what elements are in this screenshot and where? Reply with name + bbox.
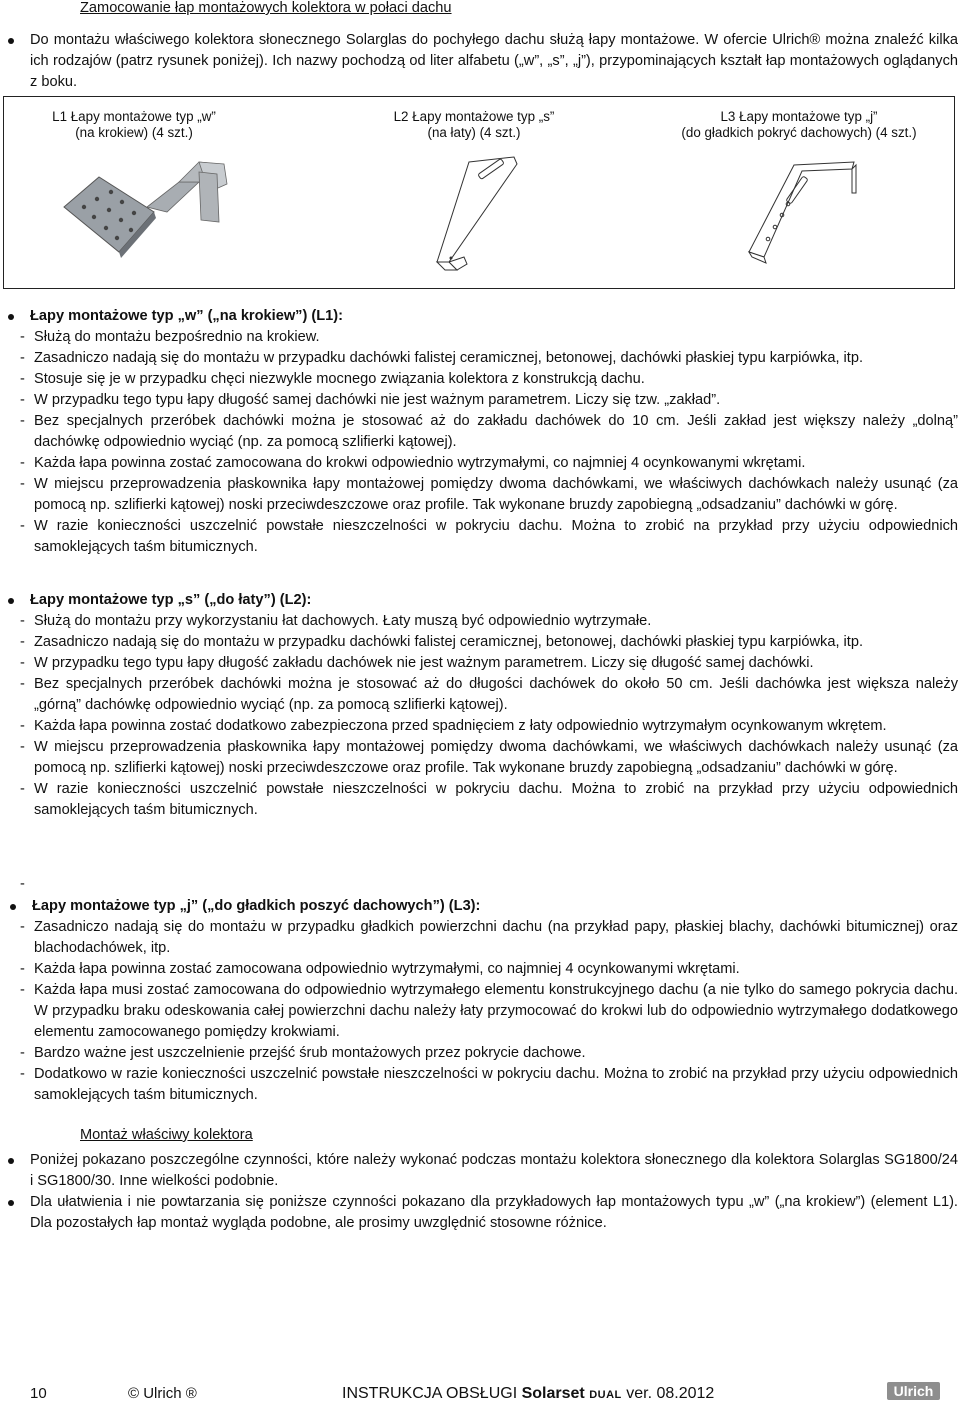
list-item: - Bez specjalnych przeróbek dachówki można je stosować aż do zakładu dachówek do 10 cm. Jeśli zakład jest większy należy „dolną” dachówkę odpowiednio wyciąć (np. za pomocą szlifierki kątowej). xyxy=(20,411,958,453)
caption-line: (do gładkich pokryć dachowych) (4 szt.) xyxy=(681,125,917,140)
hook-j-illustration xyxy=(744,157,874,267)
list-item: - Dodatkowo w razie konieczności uszczelnić powstałe nieszczelności w pokryciu dachu. Można to zrobić na przykład przy użyciu odpowiednich samoklejących taśm bitumicznych. xyxy=(20,1064,958,1106)
list-item: - Służą do montażu przy wykorzystaniu łat dachowych. Łaty muszą być odpowiednio wytrzymałe. xyxy=(20,611,958,632)
intro-paragraph: Do montażu właściwego kolektora słonecznego Solarglas do pochyłego dachu służą łapy montażowe. W ofercie Ulrich® można znaleźć kilka ich rodzajów (patrz rysunek poniżej). Ich nazwy pochodzą od liter alfabetu („w”, „s”, „j”), przypominających kształt łap montażowych oglądanych z boku. xyxy=(30,30,958,93)
list-item: - W przypadku tego typu łapy długość samej dachówki nie jest ważnym parametrem. Liczy się tzw. „zakład”. xyxy=(20,390,958,411)
section-heading-l1: Łapy montażowe typ „w” („na krokiew”) (L1): xyxy=(30,306,958,327)
section2-paragraph: Dla ułatwienia i nie powtarzania się poniższe czynności pokazano dla przykładowych łap montażowych typu „w” („na krokiew”) (element L1). Dla pozostałych łap montaż wygląda podobne, ale prosimy uwzględnić stosowne różnice. xyxy=(30,1192,958,1234)
list-item: - Każda łapa musi zostać zamocowana do odpowiednio wytrzymałego elementu konstrukcyjnego dachu (a nie tylko do samego pokrycia dachu. W przypadku braku odeskowania całej powierzchni dachu należy łaty przymocować do krokwi lub do odpowiednio wytrzymałego dodatkowego elementu zamocowanego pomiędzy krokwiami. xyxy=(20,980,958,1043)
list-item: - Każda łapa powinna zostać zamocowana do krokwi odpowiednio wytrzymałymi, co najmniej 4 ocynkowanymi wkrętami. xyxy=(20,453,958,474)
figure-box xyxy=(3,96,955,289)
hook-w-illustration xyxy=(59,152,259,267)
section-heading-l2: Łapy montażowe typ „s” („do łaty”) (L2): xyxy=(30,590,958,611)
list-l2 xyxy=(20,611,958,821)
product-name: Solarset xyxy=(521,1385,585,1402)
list-item: - W miejscu przeprowadzenia płaskownika łapy montażowej pomiędzy dwoma dachówkami, we właściwych dachówkach należy usunąć (za pomocą np. szlifierki kątowej) noski przeciwdeszczowe oraz profile. Tak wykonane bruzdy zapobiegną „odsadzaniu” dachówki w górę. xyxy=(20,737,958,779)
caption-line: L1 Łapy montażowe typ „w” xyxy=(52,109,216,124)
page-number: 10 xyxy=(30,1385,47,1402)
list-item: - Zasadniczo nadają się do montażu w przypadku gładkich powierzchni dachu (na przykład papy, płaskiej blachy, dachówki bitumicznej) oraz blachodachówek, itp. xyxy=(20,917,958,959)
list-item: - Zasadniczo nadają się do montażu w przypadku dachówki falistej ceramicznej, betonowej, dachówki płaskiej typu karpiówka, itp. xyxy=(20,632,958,653)
ulrich-logo: Ulrich xyxy=(887,1382,940,1400)
product-suffix: DUAL xyxy=(589,1389,622,1401)
list-item: - Zasadniczo nadają się do montażu w przypadku dachówki falistej ceramicznej, betonowej, dachówki płaskiej typu karpiówka, itp. xyxy=(20,348,958,369)
list-l3 xyxy=(20,917,958,1106)
footer-doc-title xyxy=(342,1385,714,1403)
caption-line: L2 Łapy montażowe typ „s” xyxy=(393,109,555,124)
figure-caption-l2 xyxy=(374,109,574,141)
list-item: - W miejscu przeprowadzenia płaskownika łapy montażowej pomiędzy dwoma dachówkami, we właściwych dachówkach należy usunąć (za pomocą np. szlifierki kątowej) noski przeciwdeszczowe oraz profile. Tak wykonane bruzdy zapobiegną „odsadzaniu” dachówki w górę. xyxy=(20,474,958,516)
footer-copyright: © Ulrich ® xyxy=(128,1385,197,1402)
figure-caption-l3 xyxy=(654,109,944,141)
list-item: - W razie konieczności uszczelnić powstałe nieszczelności w pokryciu dachu. Można to zrobić na przykład przy użyciu odpowiednich samoklejących taśm bitumicznych. xyxy=(20,779,958,821)
caption-line: (na łaty) (4 szt.) xyxy=(427,125,521,140)
doc-name: INSTRUKCJA OBSŁUGI xyxy=(342,1385,518,1402)
list-item: - W przypadku tego typu łapy długość zakładu dachówek nie jest ważnym parametrem. Liczy się długość samej dachówki. xyxy=(20,653,958,674)
caption-line: L3 Łapy montażowe typ „j” xyxy=(720,109,878,124)
list-item: - W razie konieczności uszczelnić powstałe nieszczelności w pokryciu dachu. Można to zrobić na przykład przy użyciu odpowiednich samoklejących taśm bitumicznych. xyxy=(20,516,958,558)
list-item: - Bez specjalnych przeróbek dachówki można je stosować aż do długości dachówek do około 50 cm. Jeśli dachówka jest większa należy „górną” dachówkę odpowiednio wyciąć (np. za pomocą szlifierki kątowej). xyxy=(20,674,958,716)
section2-title: Montaż właściwy kolektora xyxy=(80,1127,253,1143)
doc-version: ver. 08.2012 xyxy=(626,1385,715,1402)
hook-s-illustration xyxy=(409,152,549,277)
list-item: - Bardzo ważne jest uszczelnienie przejść śrub montażowych przez pokrycie dachowe. xyxy=(20,1043,958,1064)
list-item: - Stosuje się je w przypadku chęci niezwykle mocnego związania kolektora z konstrukcją dachu. xyxy=(20,369,958,390)
list-item: - Każda łapa powinna zostać zamocowana odpowiednio wytrzymałymi, co najmniej 4 ocynkowanymi wkrętami. xyxy=(20,959,958,980)
list-item: - Służą do montażu bezpośrednio na krokiew. xyxy=(20,327,958,348)
stray-dash: - xyxy=(20,876,25,892)
section-title: Zamocowanie łap montażowych kolektora w połaci dachu xyxy=(80,0,452,16)
list-item: - Każda łapa powinna zostać dodatkowo zabezpieczona przed spadnięciem z łaty odpowiednio wytrzymałym ocynkowanym wkrętem. xyxy=(20,716,958,737)
figure-caption-l1 xyxy=(34,109,234,141)
section2-paragraph: Poniżej pokazano poszczególne czynności, które należy wykonać podczas montażu kolektora słonecznego dla kolektora Solarglas SG1800/24 i SG1800/30. Inne wielkości podobnie. xyxy=(30,1150,958,1192)
caption-line: (na krokiew) (4 szt.) xyxy=(75,125,193,140)
list-l1 xyxy=(20,327,958,558)
section-heading-l3: Łapy montażowe typ „j” („do gładkich poszyć dachowych”) (L3): xyxy=(32,896,960,917)
